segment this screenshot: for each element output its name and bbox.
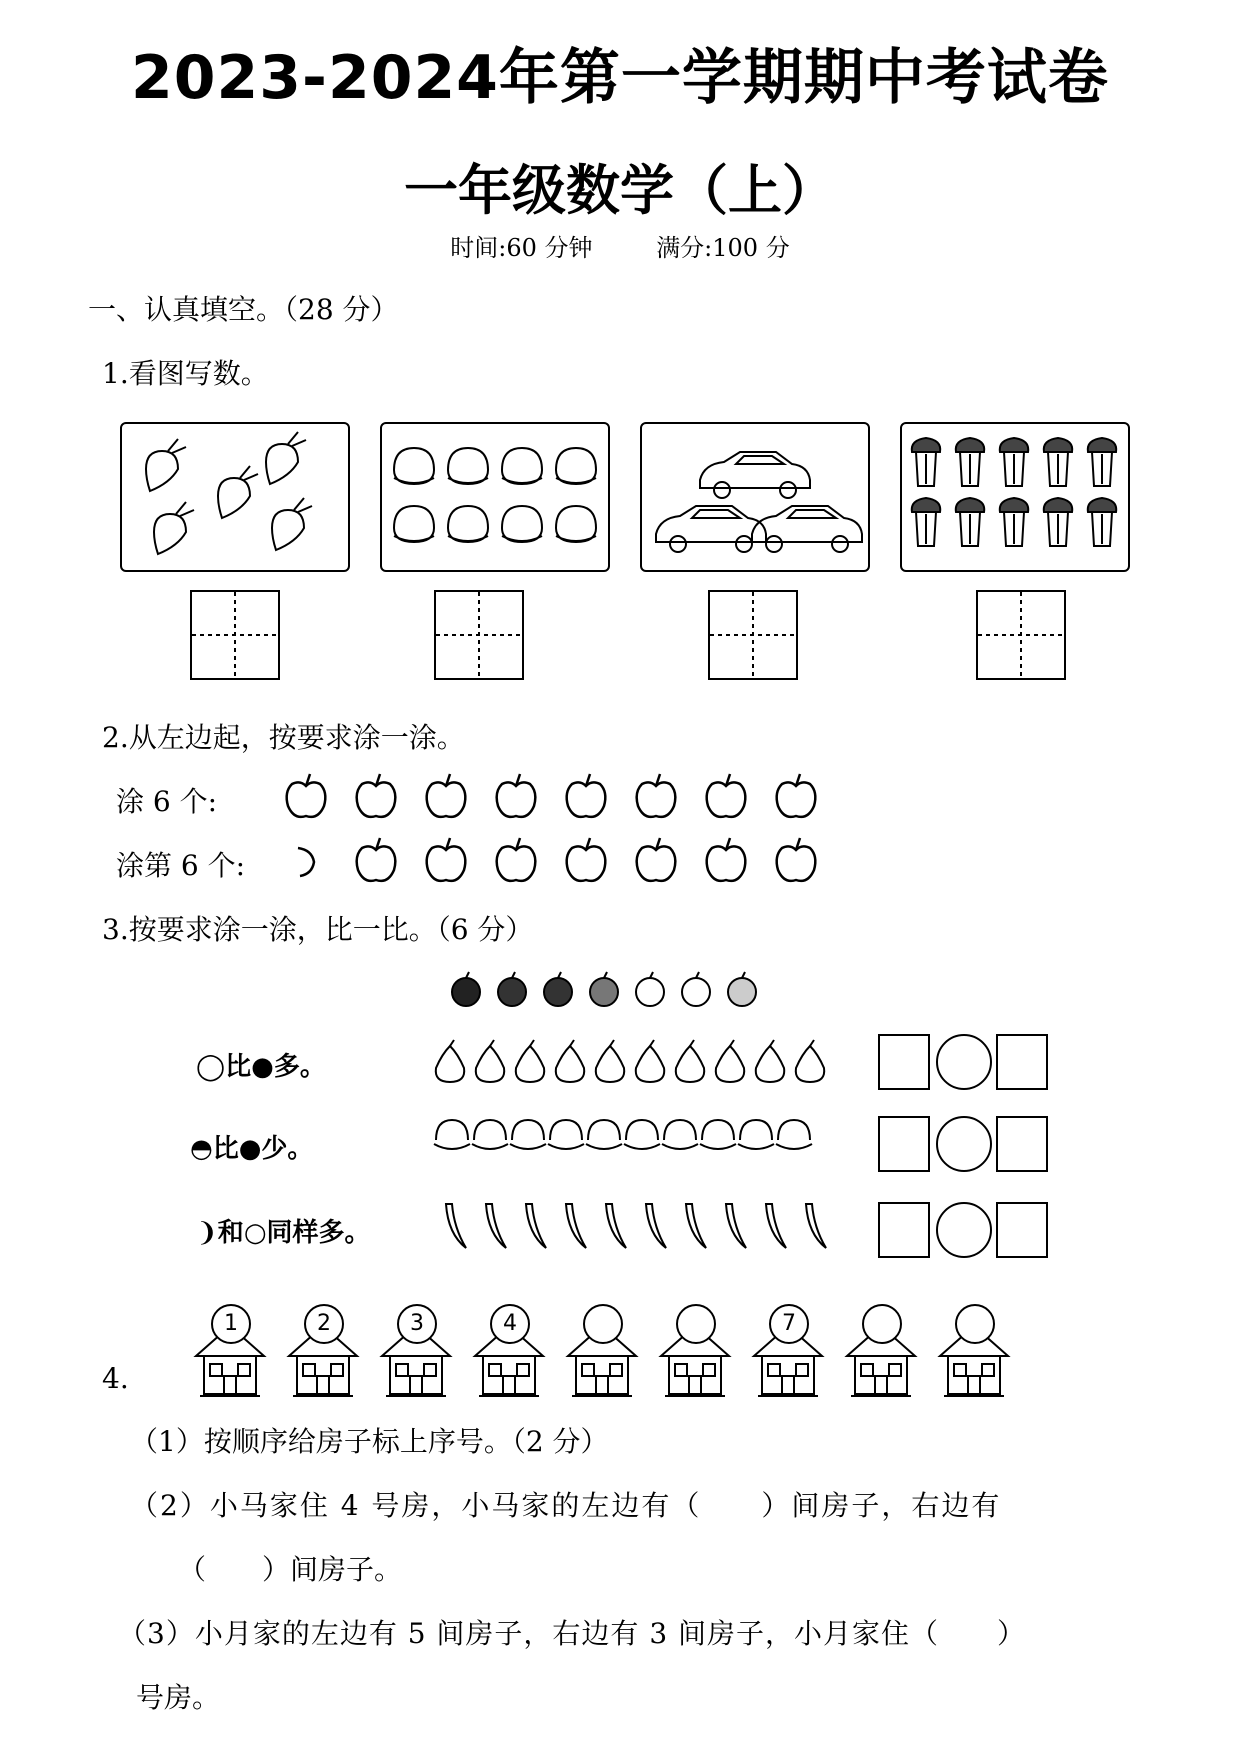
apple-icon xyxy=(590,972,618,1006)
banana-icon: ❩ xyxy=(196,1218,218,1248)
apple-icon xyxy=(287,774,326,817)
house-number-circle[interactable] xyxy=(583,1304,623,1344)
q3-row3-box-b[interactable] xyxy=(996,1202,1048,1258)
house-item xyxy=(376,1304,456,1404)
apple-icon: ○ xyxy=(243,1218,267,1248)
peach-icon xyxy=(548,1120,584,1149)
house-number-circle: 1 xyxy=(211,1304,251,1344)
house-item xyxy=(841,1304,921,1404)
answer-grid-2[interactable] xyxy=(434,590,524,680)
q3-row3-compare-circle[interactable] xyxy=(936,1202,992,1258)
cabbage-icon xyxy=(902,424,1128,570)
banana-icon xyxy=(606,1204,626,1248)
apple-icon xyxy=(497,838,536,881)
house-number-circle: 2 xyxy=(304,1304,344,1344)
banana-icon xyxy=(646,1204,666,1248)
exam-meta xyxy=(0,228,1240,263)
house-number-circle: 3 xyxy=(397,1304,437,1344)
banana-icon xyxy=(726,1204,746,1248)
house-item xyxy=(190,1304,270,1404)
picture-box-cars xyxy=(640,422,870,572)
full-score: 满分:100 分 xyxy=(656,234,790,262)
q3-row3-box-a[interactable] xyxy=(878,1202,930,1258)
pear-icon xyxy=(676,1040,704,1082)
house-item xyxy=(934,1304,1014,1404)
pear-icon xyxy=(476,1040,504,1082)
apple-icon xyxy=(567,838,606,881)
section-heading: 一、认真填空。（28 分） xyxy=(88,293,399,326)
question-1-label: 1.看图写数。 xyxy=(102,357,269,390)
radish-icon xyxy=(122,424,348,570)
pear-icon xyxy=(796,1040,824,1082)
pear-row[interactable] xyxy=(432,1032,852,1088)
banana-icon xyxy=(806,1204,826,1248)
exam-title: 2023-2024年第一学期期中考试卷 xyxy=(131,43,1109,113)
banana-icon xyxy=(446,1204,466,1248)
apple-icon xyxy=(427,774,466,817)
pear-icon xyxy=(636,1040,664,1082)
apple-icon xyxy=(636,972,664,1006)
q2-row2-label: 涂第 6 个: xyxy=(116,849,246,882)
apple-icon xyxy=(357,838,396,881)
house-item xyxy=(748,1304,828,1404)
q3-row2-compare-circle[interactable] xyxy=(936,1116,992,1172)
house-item xyxy=(283,1304,363,1404)
house-number-circle[interactable] xyxy=(955,1304,995,1344)
q4-sub3-line2: 号房。 xyxy=(136,1681,221,1714)
peach-icon xyxy=(738,1120,774,1149)
question-4-label: 4. xyxy=(102,1362,129,1395)
apple-icon xyxy=(567,774,606,817)
house-item xyxy=(655,1304,735,1404)
house-number-circle: 7 xyxy=(769,1304,809,1344)
q3-row1-box-a[interactable] xyxy=(878,1034,930,1090)
banana-icon xyxy=(486,1204,506,1248)
apple-icon[interactable] xyxy=(280,772,840,892)
apple-icon xyxy=(544,972,572,1006)
pear-icon xyxy=(596,1040,624,1082)
banana-icon xyxy=(766,1204,786,1248)
apple-icon xyxy=(682,972,710,1006)
pear-icon xyxy=(436,1040,464,1082)
pear-icon xyxy=(516,1040,544,1082)
banana-icon xyxy=(686,1204,706,1248)
answer-grid-1[interactable] xyxy=(190,590,280,680)
banana-icon xyxy=(526,1204,546,1248)
q3-row2-box-b[interactable] xyxy=(996,1116,1048,1172)
apple-icon xyxy=(498,972,526,1006)
reference-apples xyxy=(440,966,780,1014)
house-number-circle[interactable] xyxy=(862,1304,902,1344)
peach-icon xyxy=(776,1120,812,1149)
answer-grid-3[interactable] xyxy=(708,590,798,680)
peach-icon xyxy=(472,1120,508,1149)
apple-icon xyxy=(357,774,396,817)
question-2-label: 2.从左边起，按要求涂一涂。 xyxy=(102,721,465,754)
picture-box-peaches xyxy=(380,422,610,572)
peach-icon xyxy=(662,1120,698,1149)
peach-icon: ◓ xyxy=(190,1134,213,1164)
q3-row1-statement: ◯比●多。 xyxy=(196,1052,326,1082)
q3-row1-compare-circle[interactable] xyxy=(936,1034,992,1090)
picture-box-radishes xyxy=(120,422,350,572)
q4-sub2-line1: （2）小马家住 4 号房，小马家的左边有（ ）间房子，右边有 xyxy=(130,1489,1002,1522)
banana-row[interactable] xyxy=(432,1196,852,1256)
apple-icon: ● xyxy=(251,1052,274,1082)
house-number-circle[interactable] xyxy=(676,1304,716,1344)
house-row xyxy=(190,1304,1030,1404)
apple-icon: ● xyxy=(238,1134,262,1164)
answer-grid-4[interactable] xyxy=(976,590,1066,680)
apple-icon xyxy=(777,774,816,817)
q3-row1-box-b[interactable] xyxy=(996,1034,1048,1090)
q2-row1-label: 涂 6 个: xyxy=(116,785,218,818)
car-icon xyxy=(642,424,868,570)
picture-box-cabbages xyxy=(900,422,1130,572)
pear-icon xyxy=(556,1040,584,1082)
exam-subtitle: 一年级数学（上） xyxy=(404,159,836,222)
q3-row2-box-a[interactable] xyxy=(878,1116,930,1172)
q4-sub3-line1: （3）小月家的左边有 5 间房子，右边有 3 间房子，小月家住（ ） xyxy=(118,1617,1027,1650)
apple-icon xyxy=(298,848,314,876)
pear-icon xyxy=(756,1040,784,1082)
house-item xyxy=(562,1304,642,1404)
time-limit: 时间:60 分钟 xyxy=(450,234,593,262)
peach-icon xyxy=(700,1120,736,1149)
house-item xyxy=(469,1304,549,1404)
apple-icon xyxy=(637,838,676,881)
apple-icon xyxy=(427,838,466,881)
apple-icon xyxy=(452,972,480,1006)
peach-icon xyxy=(382,424,608,570)
q4-sub1: （1）按顺序给房子标上序号。（2 分） xyxy=(130,1425,609,1458)
apple-icon xyxy=(707,838,746,881)
peach-icon xyxy=(434,1120,470,1149)
apple-icon xyxy=(728,972,756,1006)
pear-icon xyxy=(716,1040,744,1082)
q3-row3-statement: ❩和○同样多。 xyxy=(196,1218,371,1248)
apple-icon xyxy=(637,774,676,817)
q4-sub2-line2: （ ）间房子。 xyxy=(178,1553,403,1586)
apple-icon xyxy=(777,838,816,881)
pear-icon: ◯ xyxy=(196,1052,226,1082)
peach-icon xyxy=(586,1120,622,1149)
peach-icon xyxy=(624,1120,660,1149)
banana-icon xyxy=(566,1204,586,1248)
peach-icon xyxy=(510,1120,546,1149)
apple-icon xyxy=(707,774,746,817)
question-3-label: 3.按要求涂一涂，比一比。（6 分） xyxy=(102,913,534,946)
q3-row2-statement: ◓比●少。 xyxy=(190,1134,314,1164)
peach-row[interactable] xyxy=(432,1112,852,1156)
house-number-circle: 4 xyxy=(490,1304,530,1344)
apple-icon xyxy=(497,774,536,817)
